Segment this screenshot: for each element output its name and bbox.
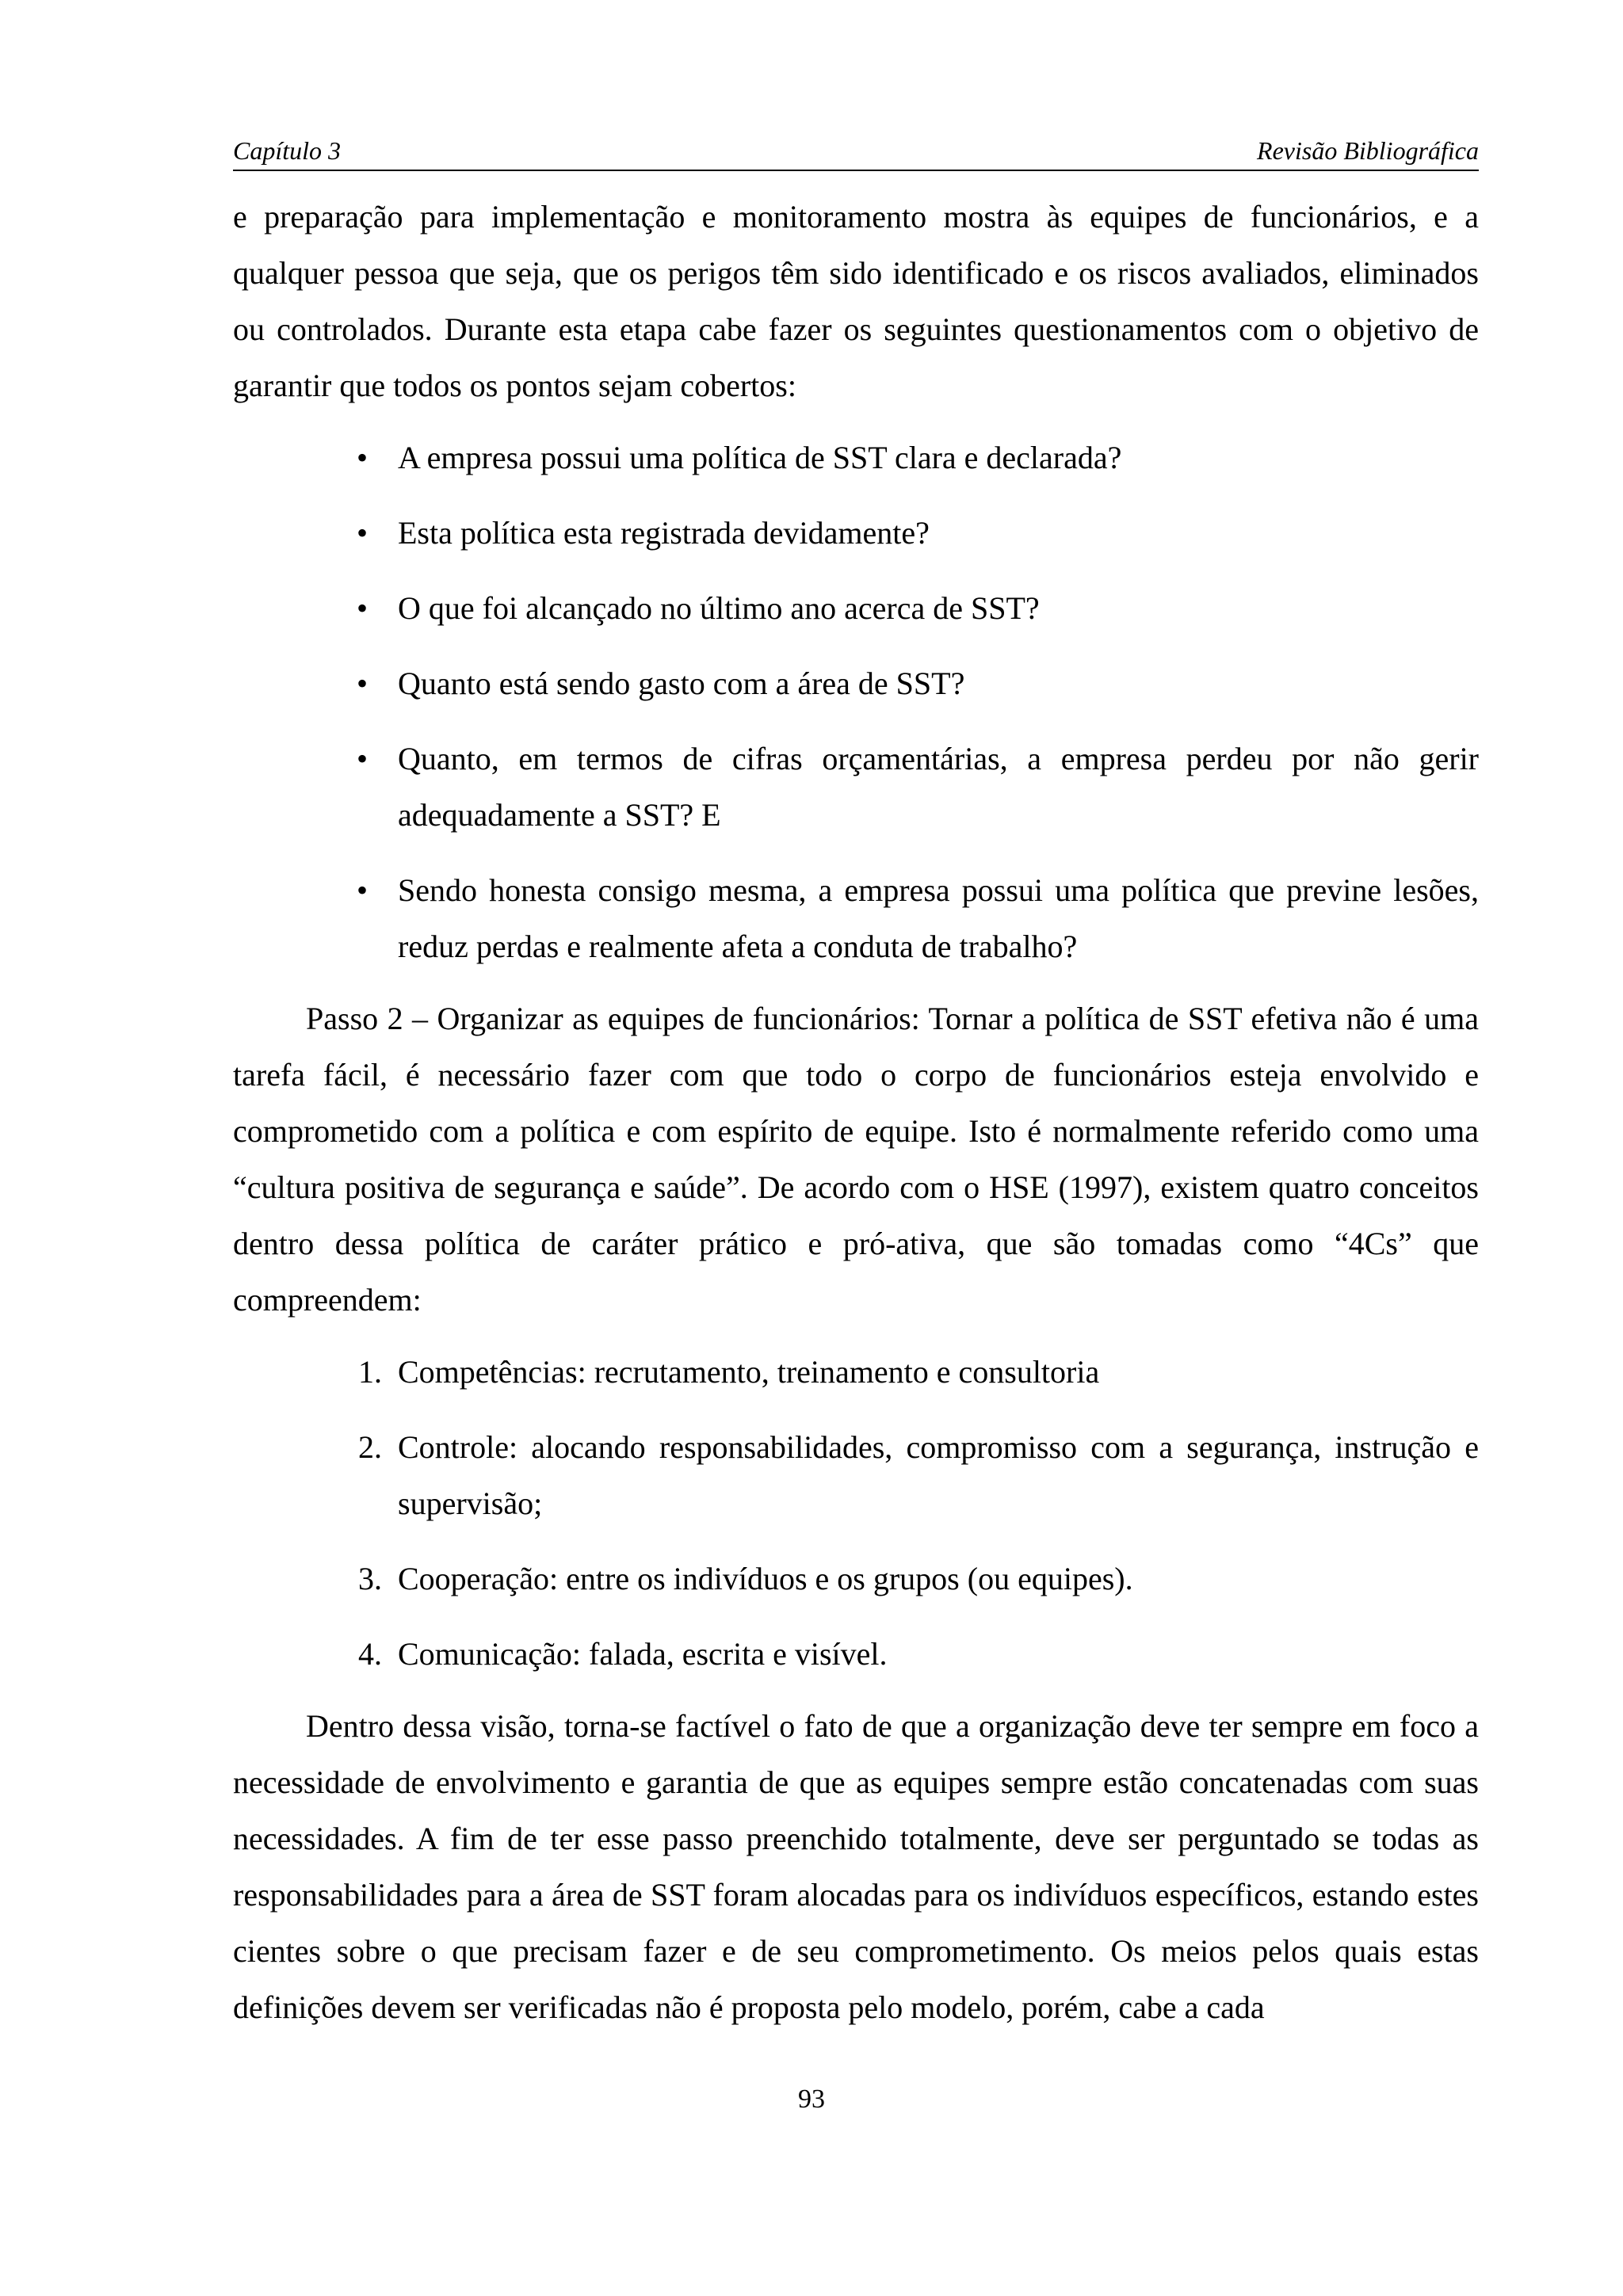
numbered-item (233, 1626, 1479, 1682)
chapter-label: Capítulo 3 (233, 136, 342, 165)
numbered-list (233, 1344, 1479, 1682)
bullet-item (233, 429, 1479, 486)
page-header (233, 132, 1479, 171)
bullet-item-text: Quanto, em termos de cifras orçamentárias, a empresa perdeu por não gerir adequadamente a SST? E (398, 741, 1479, 833)
bullet-item (233, 580, 1479, 636)
bullet-item (233, 505, 1479, 561)
bullet-list (233, 429, 1479, 974)
paragraph-passo-2: Passo 2 – Organizar as equipes de funcionários: Tornar a política de SST efetiva não é uma tarefa fácil, é necessário fazer com que todo o corpo de funcionários esteja envolvido e comprometido com a política e com espírito de equipe. Isto é normalmente referido como uma “cultura positiva de segurança e saúde”. De acordo com o HSE (1997), existem quatro conceitos dentro dessa política de caráter prático e pró-ativa, que são tomadas como “4Cs” que compreendem: (233, 1001, 1479, 1318)
bullet-item-text: Esta política esta registrada devidamente? (398, 515, 930, 551)
page-body (233, 189, 1479, 2035)
numbered-item (233, 1344, 1479, 1400)
bullet-item (233, 862, 1479, 974)
section-label: Revisão Bibliográfica (1257, 136, 1479, 165)
bullet-item-text: Sendo honesta consigo mesma, a empresa possui uma política que previne lesões, reduz perdas e realmente afeta a conduta de trabalho? (398, 872, 1479, 964)
bullet-marker: • (356, 666, 368, 701)
bullet-item-text: Quanto está sendo gasto com a área de SST? (398, 666, 965, 701)
bullet-item (233, 730, 1479, 843)
bullet-marker: • (356, 515, 368, 551)
bullet-marker: • (356, 590, 368, 626)
numbered-item-number: 4. (358, 1636, 382, 1672)
bullet-marker: • (356, 741, 368, 776)
numbered-item-text: Competências: recrutamento, treinamento e consultoria (398, 1354, 1100, 1390)
paragraph-continuation: e preparação para implementação e monitoramento mostra às equipes de funcionários, e a qualquer pessoa que seja, que os perigos têm sido identificado e os riscos avaliados, eliminados ou controlados. Durante esta etapa cabe fazer os seguintes questionamentos com o objetivo de garantir que todos os pontos sejam cobertos: (233, 199, 1479, 403)
numbered-item (233, 1550, 1479, 1607)
page-number: 93 (798, 2084, 825, 2114)
bullet-marker: • (356, 440, 368, 475)
numbered-item-text: Comunicação: falada, escrita e visível. (398, 1636, 888, 1672)
numbered-item-text: Controle: alocando responsabilidades, compromisso com a segurança, instrução e supervisão; (398, 1429, 1479, 1521)
numbered-item-number: 2. (358, 1429, 382, 1465)
bullet-item-text: A empresa possui uma política de SST clara e declarada? (398, 440, 1122, 475)
numbered-item-text: Cooperação: entre os indivíduos e os grupos (ou equipes). (398, 1561, 1133, 1596)
paragraph-dentro-dessa-visao: Dentro dessa visão, torna-se factível o fato de que a organização deve ter sempre em foco a necessidade de envolvimento e garantia de que as equipes sempre estão concatenadas com suas necessidades. A fim de ter esse passo preenchido totalmente, deve ser perguntado se todas as responsabilidades para a área de SST foram alocadas para os indivíduos específicos, estando estes cientes sobre o que precisam fazer e de seu comprometimento. Os meios pelos quais estas definições devem ser verificadas não é proposta pelo modelo, porém, cabe a cada (233, 1708, 1479, 2025)
numbered-item (233, 1419, 1479, 1531)
bullet-item-text: O que foi alcançado no último ano acerca de SST? (398, 590, 1040, 626)
numbered-item-number: 1. (358, 1354, 382, 1390)
bullet-marker: • (356, 872, 368, 908)
bullet-item (233, 655, 1479, 711)
numbered-item-number: 3. (358, 1561, 382, 1596)
